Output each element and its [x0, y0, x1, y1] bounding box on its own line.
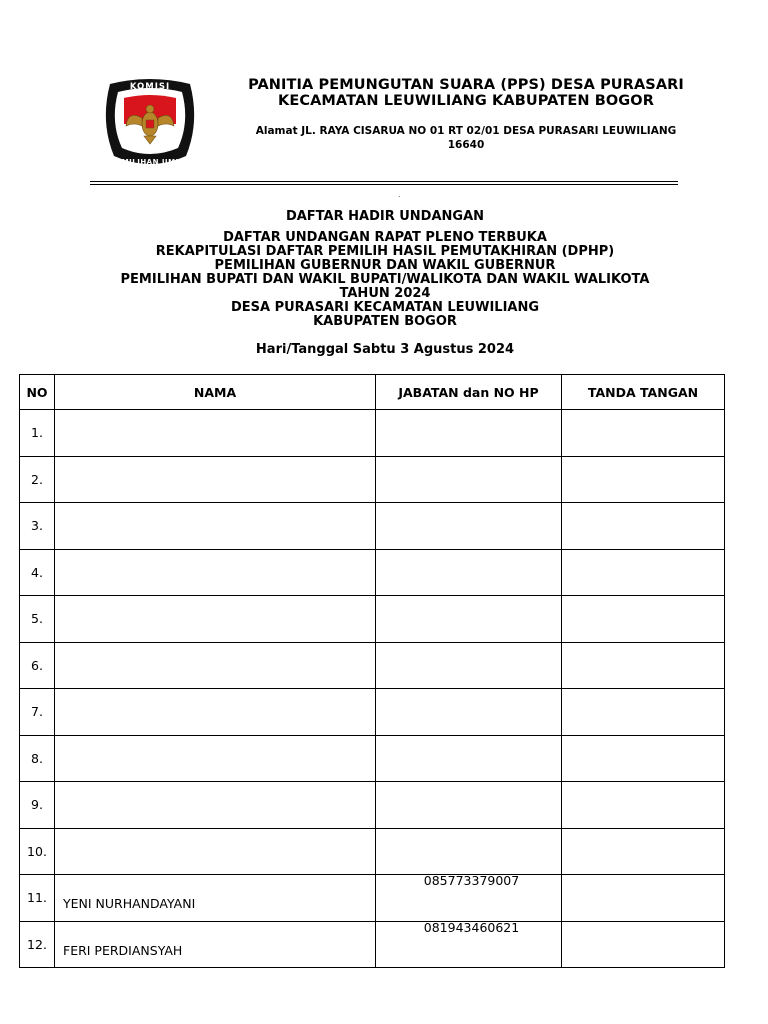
row-number: 1. — [20, 410, 55, 457]
row-tanda-tangan — [562, 410, 725, 457]
row-jabatan-hp — [376, 456, 562, 503]
row-tanda-tangan — [562, 549, 725, 596]
row-number: 9. — [20, 782, 55, 829]
row-jabatan-hp — [376, 875, 562, 922]
header-divider-bottom — [90, 184, 678, 185]
row-nama — [55, 503, 376, 550]
row-number: 5. — [20, 596, 55, 643]
attendance-table — [19, 374, 725, 968]
subtitle-line: PEMILIHAN BUPATI DAN WAKIL BUPATI/WALIKOTA DAN WAKIL WALIKOTA — [120, 272, 650, 287]
row-number: 4. — [20, 549, 55, 596]
row-jabatan-hp — [376, 735, 562, 782]
row-nama — [55, 456, 376, 503]
row-tanda-tangan — [562, 596, 725, 643]
table-row — [20, 642, 725, 689]
row-tanda-tangan — [562, 689, 725, 736]
subtitle-line: TAHUN 2024 — [339, 286, 431, 301]
row-nama — [55, 642, 376, 689]
row-nama — [55, 735, 376, 782]
row-tanda-tangan — [562, 503, 725, 550]
header-divider-top — [90, 181, 678, 182]
table-row — [20, 456, 725, 503]
logo-text-bottom: PEMILIHAN UMUM — [110, 158, 190, 166]
org-title-line1: PANITIA PEMUNGUTAN SUARA (PPS) DESA PURASARI — [248, 77, 684, 93]
row-jabatan-hp — [376, 828, 562, 875]
table-row — [20, 549, 725, 596]
row-number: 12. — [20, 921, 55, 968]
stray-dot: . — [398, 190, 401, 199]
row-jabatan-hp — [376, 689, 562, 736]
row-number: 11. — [20, 875, 55, 922]
subtitle-line: KABUPATEN BOGOR — [313, 314, 457, 329]
row-number: 8. — [20, 735, 55, 782]
row-nama: YENI NURHANDAYANI — [55, 875, 376, 922]
header-no: NO — [20, 375, 55, 410]
table-row — [20, 782, 725, 829]
table-row — [20, 596, 725, 643]
row-nama — [55, 689, 376, 736]
subtitle-line: DESA PURASARI KECAMATAN LEUWILIANG — [230, 300, 540, 315]
row-tanda-tangan — [562, 735, 725, 782]
row-number: 7. — [20, 689, 55, 736]
row-tanda-tangan — [562, 921, 725, 968]
row-number: 2. — [20, 456, 55, 503]
row-hp-text: 085773379007 — [423, 873, 520, 888]
table-row — [20, 828, 725, 875]
org-title-line2: KECAMATAN LEUWILIANG KABUPATEN BOGOR — [278, 93, 654, 109]
row-jabatan-hp — [376, 782, 562, 829]
subtitle-line: REKAPITULASI DAFTAR PEMILIH HASIL PEMUTAKHIRAN (DPHP) — [155, 244, 615, 259]
row-nama — [55, 828, 376, 875]
row-tanda-tangan — [562, 642, 725, 689]
table-header-row — [20, 375, 725, 410]
header-jabatan: JABATAN dan NO HP — [376, 375, 562, 410]
subtitle-line: PEMILIHAN GUBERNUR DAN WAKIL GUBERNUR — [214, 258, 556, 273]
table-row — [20, 921, 725, 968]
row-number: 6. — [20, 642, 55, 689]
table-row — [20, 410, 725, 457]
table-row — [20, 689, 725, 736]
row-number: 10. — [20, 828, 55, 875]
date-line: Hari/Tanggal Sabtu 3 Agustus 2024 — [255, 342, 515, 357]
row-tanda-tangan — [562, 875, 725, 922]
row-tanda-tangan — [562, 456, 725, 503]
table-row — [20, 735, 725, 782]
row-jabatan-hp — [376, 921, 562, 968]
document-subtitles — [40, 231, 730, 329]
header-tanda-tangan: TANDA TANGAN — [562, 375, 725, 410]
row-tanda-tangan — [562, 782, 725, 829]
row-number: 3. — [20, 503, 55, 550]
row-tanda-tangan — [562, 828, 725, 875]
table-row — [20, 875, 725, 922]
kpu-logo — [100, 76, 200, 168]
row-nama — [55, 549, 376, 596]
header-nama: NAMA — [55, 375, 376, 410]
row-nama: FERI PERDIANSYAH — [55, 921, 376, 968]
table-row — [20, 503, 725, 550]
row-jabatan-hp — [376, 410, 562, 457]
address-line1: Alamat JL. RAYA CISARUA NO 01 RT 02/01 DESA PURASARI LEUWILIANG — [255, 125, 677, 137]
row-nama — [55, 596, 376, 643]
row-jabatan-hp — [376, 549, 562, 596]
row-jabatan-hp — [376, 503, 562, 550]
document-heading: DAFTAR HADIR UNDANGAN — [285, 209, 485, 224]
logo-text-top: KOMISI — [129, 82, 171, 92]
row-jabatan-hp — [376, 596, 562, 643]
row-nama — [55, 410, 376, 457]
address — [226, 124, 706, 152]
row-jabatan-hp — [376, 642, 562, 689]
address-line2: 16640 — [447, 139, 485, 151]
subtitle-line: DAFTAR UNDANGAN RAPAT PLENO TERBUKA — [223, 230, 547, 245]
row-nama — [55, 782, 376, 829]
row-hp-text: 081943460621 — [423, 919, 520, 935]
